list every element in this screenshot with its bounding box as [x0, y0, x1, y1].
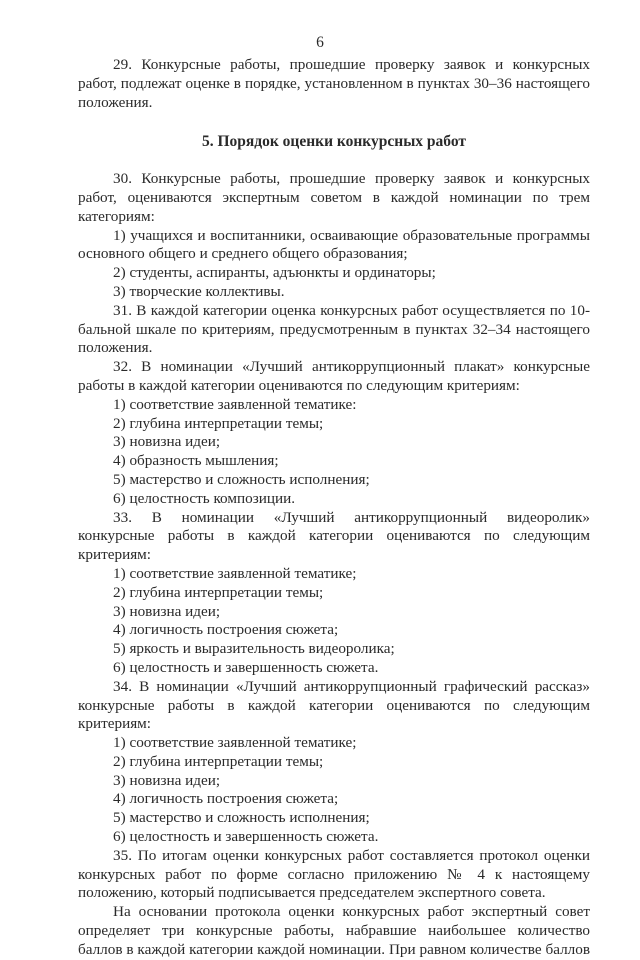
list-item: 4) логичность построения сюжета; [113, 790, 339, 808]
paragraph-31: 31. В каждой категории оценка конкурсных работ осуществляется по 10-бальной шкале по критериям, предусмотренным в пунктах 32–34 настоящего положения. [78, 301, 590, 357]
list-item: 3) творческие коллективы. [113, 282, 285, 300]
list-item: 4) образность мышления; [113, 452, 279, 470]
paragraph-35-continuation: На основании протокола оценки конкурсных работ экспертный совет определяет три конкурсные работы, набравшие наибольшее количество баллов в каждой категории каждой номинации. При равном количестве баллов [78, 903, 590, 958]
list-item: 5) мастерство и сложность исполнения; [113, 470, 370, 488]
paragraph-30: 30. Конкурсные работы, прошедшие проверку заявок и конкурсных работ, оцениваются экспертным советом в каждой номинации по трем категориям: [78, 170, 590, 225]
list-item: 2) глубина интерпретации темы; [113, 583, 324, 601]
list-item: 2) студенты, аспиранты, адъюнкты и ординаторы; [113, 264, 436, 282]
list-item: 6) целостность и завершенность сюжета. [113, 828, 379, 846]
list-item: 1) соответствие заявленной тематике; [113, 734, 357, 752]
list-item: 5) яркость и выразительность видеоролика; [113, 640, 395, 658]
list-item: 3) новизна идеи; [113, 771, 221, 789]
list-item: 2) глубина интерпретации темы; [113, 414, 324, 432]
page-number: 6 [316, 34, 324, 51]
list-item: 3) новизна идеи; [113, 433, 221, 451]
list-item: 2) глубина интерпретации темы; [113, 752, 324, 770]
document-body [78, 56, 590, 960]
paragraph-32: 32. В номинации «Лучший антикоррупционный плакат» конкурсные работы в каждой категории оцениваются по следующим критериям: [78, 358, 590, 394]
list-item: 4) логичность построения сюжета; [113, 621, 339, 639]
list-item: 6) целостность композиции. [113, 489, 295, 507]
paragraph-35: 35. По итогам оценки конкурсных работ составляется протокол оценки конкурсных работ по форме согласно приложению № 4 к настоящему положению, который подписывается председателем экспертного совета. [78, 846, 590, 902]
list-item: 5) мастерство и сложность исполнения; [113, 809, 370, 827]
paragraph-34: 34. В номинации «Лучший антикоррупционный графический рассказ» конкурсные работы в каждой категории оцениваются по следующим критериям: [78, 677, 590, 733]
list-item: 1) соответствие заявленной тематике; [113, 564, 357, 582]
list-item: 1) соответствие заявленной тематике: [113, 395, 357, 413]
paragraph-29: 29. Конкурсные работы, прошедшие проверку заявок и конкурсных работ, подлежат оценке в порядке, установленном в пунктах 30–36 настоящего положения. [78, 56, 590, 111]
section-heading: 5. Порядок оценки конкурсных работ [201, 133, 467, 151]
list-item: 1) учащихся и воспитанники, осваивающие образовательные программы основного общего и среднего общего образования; [78, 226, 590, 263]
paragraph-33: 33. В номинации «Лучший антикоррупционный видеоролик» конкурсные работы в каждой категории оцениваются по следующим критериям: [78, 508, 590, 564]
list-item: 3) новизна идеи; [113, 602, 221, 620]
list-item: 6) целостность и завершенность сюжета. [113, 658, 379, 676]
